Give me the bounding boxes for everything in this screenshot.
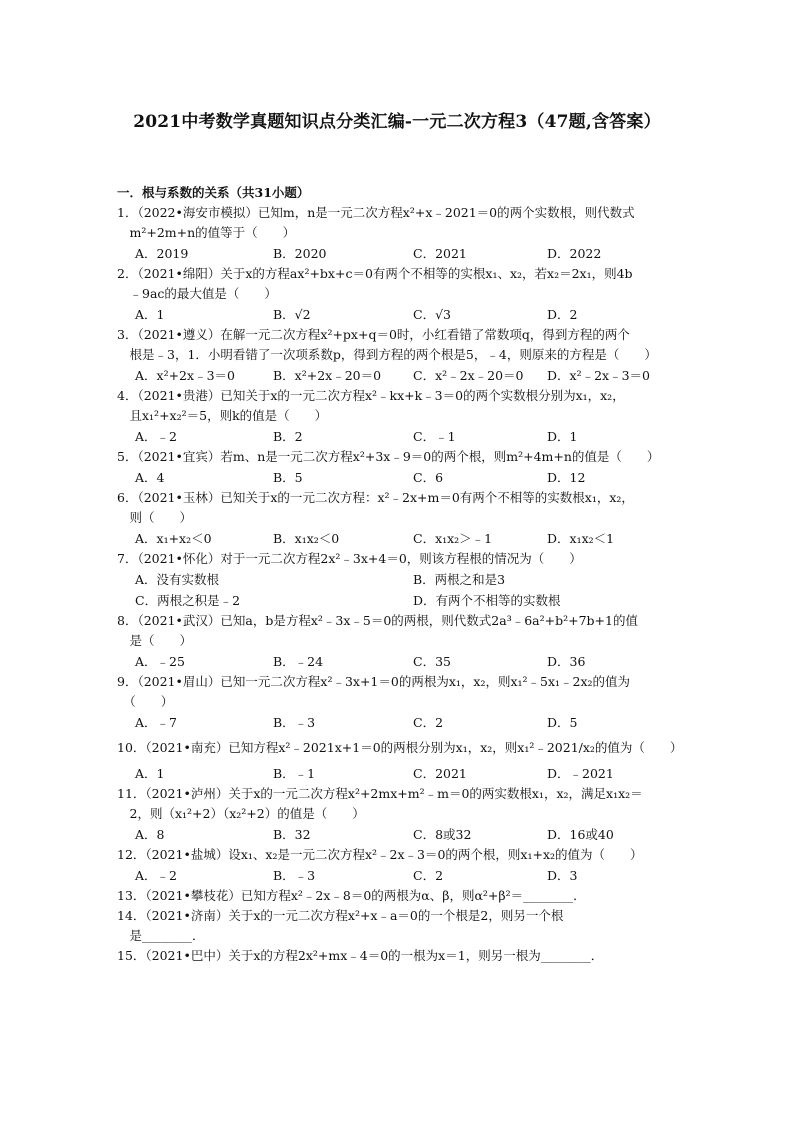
answer-options bbox=[117, 651, 682, 672]
answer-options bbox=[117, 528, 682, 549]
answer-options bbox=[117, 426, 682, 447]
answer-option: A．﹣2 bbox=[135, 429, 177, 444]
answer-options bbox=[117, 243, 682, 264]
answer-options bbox=[117, 590, 682, 611]
answer-option: C．2 bbox=[413, 715, 444, 730]
question-item bbox=[117, 886, 682, 906]
question-item bbox=[117, 549, 682, 611]
question-text: 10．（2021•南充）已知方程x²﹣2021x+1＝0的两根分别为x₁，x₂，则x₁²﹣2021/x₂的值为（ ） bbox=[117, 740, 683, 755]
answer-option: B．x²+2x﹣20＝0 bbox=[273, 368, 382, 383]
answer-option: B．32 bbox=[273, 827, 311, 842]
answer-option: C．2021 bbox=[413, 246, 467, 261]
answer-option: A．1 bbox=[135, 766, 165, 781]
question-item bbox=[117, 946, 682, 966]
question-text: 是________． bbox=[117, 928, 205, 943]
answer-option: B．两根之和是3 bbox=[413, 572, 506, 587]
answer-option: C．x₁x₂＞﹣1 bbox=[413, 531, 493, 546]
answer-option: A．没有实数根 bbox=[135, 572, 220, 587]
question-text: 8．（2021•武汉）已知a，b是方程x²﹣3x﹣5＝0的两根，则代数式2a³﹣6a²+b²+7b+1的值 bbox=[117, 613, 638, 628]
answer-option: B．﹣3 bbox=[273, 715, 316, 730]
answer-option: A．x₁+x₂＜0 bbox=[135, 531, 212, 546]
answer-options bbox=[117, 763, 682, 784]
question-text: 且x₁²+x₂²＝5，则k的值是（ ） bbox=[117, 408, 328, 423]
question-item bbox=[117, 784, 682, 845]
answer-option: D．﹣2021 bbox=[547, 766, 614, 781]
question-item bbox=[117, 203, 682, 264]
question-text: （ ） bbox=[117, 694, 174, 709]
answer-option: D．3 bbox=[547, 868, 578, 883]
answer-option: C．8或32 bbox=[413, 827, 472, 842]
question-text: 14．（2021•济南）关于x的一元二次方程x²+x﹣a＝0的一个根是2，则另一个根 bbox=[117, 908, 564, 923]
answer-option: C．35 bbox=[413, 654, 451, 669]
answer-option: B．2 bbox=[273, 429, 303, 444]
answer-option: A．2019 bbox=[135, 246, 189, 261]
answer-option: D．5 bbox=[547, 715, 578, 730]
question-text: 2．（2021•绵阳）关于x的方程ax²+bx+c＝0有两个不相等的实根x₁、x₂，若x₂＝2x₁，则4b bbox=[117, 266, 633, 281]
question-item bbox=[117, 672, 682, 733]
question-item bbox=[117, 264, 682, 325]
question-text: 5．（2021•宜宾）若m、n是一元二次方程x²+3x﹣9＝0的两个根，则m²+4m+n的值是（ ） bbox=[117, 449, 660, 464]
question-text: 2，则（x₁²+2）（x₂²+2）的值是（ ） bbox=[117, 806, 365, 821]
answer-option: C．x²﹣2x﹣20＝0 bbox=[413, 368, 524, 383]
answer-option: C．2021 bbox=[413, 766, 467, 781]
answer-options bbox=[117, 712, 682, 733]
question-text: 6．（2021•玉林）已知关于x的一元二次方程：x²﹣2x+m＝0有两个不相等的实数根x₁，x₂， bbox=[117, 490, 634, 505]
answer-option: B．﹣1 bbox=[273, 766, 316, 781]
answer-option: D．x²﹣2x﹣3＝0 bbox=[547, 368, 650, 383]
answer-option: B．﹣24 bbox=[273, 654, 324, 669]
answer-option: B．√2 bbox=[273, 307, 311, 322]
question-item bbox=[117, 906, 682, 946]
question-text: ﹣9ac的最大值是（ ） bbox=[117, 286, 277, 301]
answer-option: B．﹣3 bbox=[273, 868, 316, 883]
document-body bbox=[117, 183, 682, 966]
question-list bbox=[117, 203, 682, 966]
question-text: 根是﹣3，1．小明看错了一次项系数p，得到方程的两个根是5，﹣4，则原来的方程是（ ） bbox=[117, 347, 657, 362]
answer-option: A．1 bbox=[135, 307, 165, 322]
question-text: 15．（2021•巴中）关于x的方程2x²+mx﹣4＝0的一根为x＝1，则另一根为________． bbox=[117, 948, 604, 963]
question-text: 7．（2021•怀化）对于一元二次方程2x²﹣3x+4＝0，则该方程根的情况为（ ） bbox=[117, 551, 582, 566]
answer-option: C．﹣1 bbox=[413, 429, 456, 444]
answer-option: C．√3 bbox=[413, 307, 451, 322]
question-text: m²+2m+n的值等于（ ） bbox=[117, 225, 296, 240]
question-item bbox=[117, 447, 682, 488]
question-item bbox=[117, 488, 682, 549]
answer-option: A．x²+2x﹣3＝0 bbox=[135, 368, 235, 383]
answer-option: C．两根之积是﹣2 bbox=[135, 593, 241, 608]
answer-options bbox=[117, 304, 682, 325]
question-item bbox=[117, 386, 682, 447]
answer-options bbox=[117, 467, 682, 488]
answer-option: D．36 bbox=[547, 654, 586, 669]
answer-option: D．1 bbox=[547, 429, 578, 444]
answer-option: A．8 bbox=[135, 827, 165, 842]
question-item bbox=[117, 845, 682, 886]
answer-option: B．5 bbox=[273, 470, 303, 485]
answer-option: D．16或40 bbox=[547, 827, 614, 842]
answer-options bbox=[117, 824, 682, 845]
question-text: 4．（2021•贵港）已知关于x的一元二次方程x²﹣kx+k﹣3＝0的两个实数根分别为x₁，x₂， bbox=[117, 388, 625, 403]
question-text: 是（ ） bbox=[117, 633, 193, 648]
answer-option: D．x₁x₂＜1 bbox=[547, 531, 615, 546]
answer-option: C．2 bbox=[413, 868, 444, 883]
question-item bbox=[117, 733, 682, 784]
answer-option: D．2022 bbox=[547, 246, 602, 261]
page-title: 2021中考数学真题知识点分类汇编-一元二次方程3（47题,含答案） bbox=[133, 112, 661, 132]
section-heading: 一．根与系数的关系（共31小题） bbox=[117, 185, 310, 200]
question-text: 9．（2021•眉山）已知一元二次方程x²﹣3x+1＝0的两根为x₁，x₂，则x₁²﹣5x₁﹣2x₂的值为 bbox=[117, 674, 631, 689]
answer-option: D．2 bbox=[547, 307, 578, 322]
question-text: 11．（2021•泸州）关于x的一元二次方程x²+2mx+m²﹣m＝0的两实数根x₁，x₂，满足x₁x₂＝ bbox=[117, 786, 643, 801]
answer-option: A．﹣7 bbox=[135, 715, 177, 730]
question-text: 3．（2021•遵义）在解一元二次方程x²+px+q＝0时，小红看错了常数项q，得到方程的两个 bbox=[117, 327, 630, 342]
question-item bbox=[117, 611, 682, 672]
answer-option: A．4 bbox=[135, 470, 165, 485]
question-text: 12．（2021•盐城）设x₁、x₂是一元二次方程x²﹣2x﹣3＝0的两个根，则x₁+x₂的值为（ ） bbox=[117, 847, 643, 862]
question-item bbox=[117, 325, 682, 386]
answer-options bbox=[117, 569, 682, 590]
answer-option: D．有两个不相等的实数根 bbox=[413, 593, 561, 608]
answer-option: A．﹣2 bbox=[135, 868, 177, 883]
question-text: 13．（2021•攀枝花）已知方程x²﹣2x﹣8＝0的两根为α、β，则α²+β²＝________． bbox=[117, 888, 586, 903]
answer-option: B．2020 bbox=[273, 246, 327, 261]
question-text: 1．（2022•海安市模拟）已知m，n是一元二次方程x²+x﹣2021＝0的两个实数根，则代数式 bbox=[117, 205, 635, 220]
answer-option: B．x₁x₂＜0 bbox=[273, 531, 340, 546]
answer-options bbox=[117, 365, 682, 386]
answer-option: C．6 bbox=[413, 470, 444, 485]
answer-option: A．﹣25 bbox=[135, 654, 185, 669]
question-text: 则（ ） bbox=[117, 510, 193, 525]
answer-option: D．12 bbox=[547, 470, 586, 485]
answer-options bbox=[117, 865, 682, 886]
